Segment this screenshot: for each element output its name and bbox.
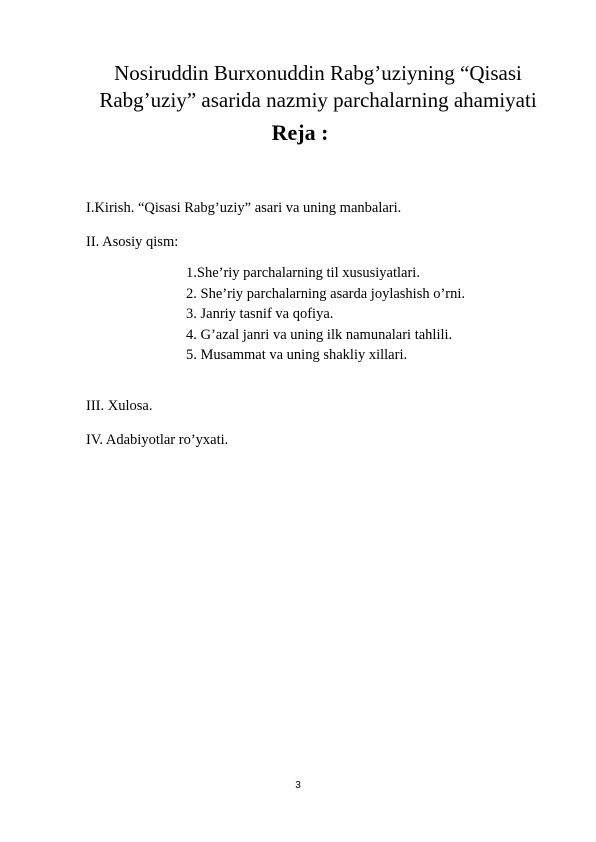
plan-item-main: II. Asosiy qism: [86, 234, 179, 250]
document-title-line-1: Nosiruddin Burxonuddin Rabg’uziyning “Qisasi [114, 61, 522, 85]
document-title-line-2: Rabg’uziy” asarida nazmiy parchalarning ahamiyati [99, 88, 537, 112]
plan-subitem: 2. She’riy parchalarning asarda joylashish o’rni. [186, 285, 466, 302]
plan-item-references: IV. Adabiyotlar ro’yxati. [86, 432, 229, 448]
plan-subitem: 3. Janriy tasnif va qofiya. [186, 306, 334, 322]
plan-item-conclusion: III. Xulosa. [86, 398, 153, 414]
plan-subitem: 4. G’azal janri va uning ilk namunalari tahlili. [186, 326, 453, 343]
plan-heading: Reja : [271, 120, 329, 145]
page-number: 3 [295, 780, 301, 791]
plan-subitem: 1.She’riy parchalarning til xususiyatlari. [186, 265, 420, 281]
plan-item-intro: I.Kirish. “Qisasi Rabg’uziy” asari va uning manbalari. [86, 200, 402, 216]
plan-subitem: 5. Musammat va uning shakliy xillari. [186, 347, 408, 363]
plan-subitems-list [186, 263, 465, 366]
